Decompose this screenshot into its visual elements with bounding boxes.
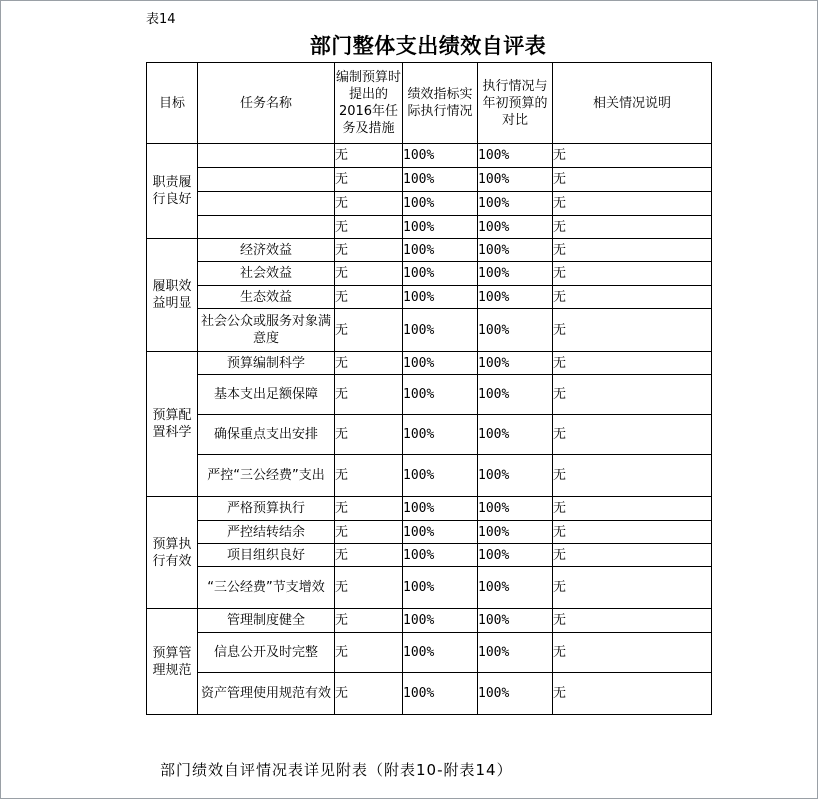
- header-compare: 执行情况与年初预算的对比: [478, 63, 553, 144]
- indicator-cell: 100%: [403, 309, 478, 352]
- task-cell: 严控“三公经费”支出: [198, 455, 335, 497]
- table-row: [147, 309, 712, 352]
- table-row: [147, 415, 712, 455]
- indicator-cell: 100%: [403, 168, 478, 192]
- goal-cell: 职责履行良好: [147, 144, 198, 239]
- compare-cell: 100%: [478, 262, 553, 286]
- indicator-cell: 100%: [403, 633, 478, 673]
- note-cell: 无: [553, 415, 712, 455]
- indicator-cell: 100%: [403, 216, 478, 239]
- table-row: [147, 216, 712, 239]
- compare-cell: 100%: [478, 286, 553, 309]
- note-cell: 无: [553, 567, 712, 609]
- indicator-cell: 100%: [403, 262, 478, 286]
- compare-cell: 100%: [478, 375, 553, 415]
- note-cell: 无: [553, 192, 712, 216]
- plan-cell: 无: [335, 375, 403, 415]
- plan-cell: 无: [335, 609, 403, 633]
- plan-cell: 无: [335, 567, 403, 609]
- goal-cell: 预算管理规范: [147, 609, 198, 715]
- indicator-cell: 100%: [403, 415, 478, 455]
- compare-cell: 100%: [478, 497, 553, 521]
- indicator-cell: 100%: [403, 609, 478, 633]
- note-cell: 无: [553, 239, 712, 262]
- table-row: [147, 673, 712, 715]
- task-cell: [198, 216, 335, 239]
- compare-cell: 100%: [478, 192, 553, 216]
- task-cell: 严格预算执行: [198, 497, 335, 521]
- plan-cell: 无: [335, 168, 403, 192]
- task-cell: 基本支出足额保障: [198, 375, 335, 415]
- plan-cell: 无: [335, 239, 403, 262]
- task-cell: [198, 168, 335, 192]
- table-row: [147, 633, 712, 673]
- indicator-cell: 100%: [403, 375, 478, 415]
- compare-cell: 100%: [478, 352, 553, 375]
- task-cell: 信息公开及时完整: [198, 633, 335, 673]
- plan-cell: 无: [335, 309, 403, 352]
- table-row: [147, 544, 712, 567]
- table-row: [147, 375, 712, 415]
- note-cell: 无: [553, 375, 712, 415]
- table-row: [147, 609, 712, 633]
- indicator-cell: 100%: [403, 192, 478, 216]
- goal-cell: 预算配置科学: [147, 352, 198, 497]
- indicator-cell: 100%: [403, 239, 478, 262]
- table-row: [147, 567, 712, 609]
- table-number-label: 表14: [146, 12, 176, 27]
- table-row: [147, 286, 712, 309]
- indicator-cell: 100%: [403, 352, 478, 375]
- goal-cell: 履职效益明显: [147, 239, 198, 352]
- note-cell: 无: [553, 168, 712, 192]
- compare-cell: 100%: [478, 455, 553, 497]
- task-cell: [198, 144, 335, 168]
- note-cell: 无: [553, 144, 712, 168]
- header-note: 相关情况说明: [553, 63, 712, 144]
- table-row: [147, 497, 712, 521]
- note-cell: 无: [553, 455, 712, 497]
- plan-cell: 无: [335, 262, 403, 286]
- task-cell: 项目组织良好: [198, 544, 335, 567]
- compare-cell: 100%: [478, 168, 553, 192]
- compare-cell: 100%: [478, 544, 553, 567]
- plan-cell: 无: [335, 286, 403, 309]
- task-cell: 预算编制科学: [198, 352, 335, 375]
- indicator-cell: 100%: [403, 567, 478, 609]
- note-cell: 无: [553, 286, 712, 309]
- task-cell: 资产管理使用规范有效: [198, 673, 335, 715]
- table-row: [147, 521, 712, 544]
- indicator-cell: 100%: [403, 497, 478, 521]
- performance-table: [146, 62, 712, 715]
- compare-cell: 100%: [478, 609, 553, 633]
- note-cell: 无: [553, 216, 712, 239]
- compare-cell: 100%: [478, 216, 553, 239]
- compare-cell: 100%: [478, 633, 553, 673]
- table-row: [147, 168, 712, 192]
- task-cell: 严控结转结余: [198, 521, 335, 544]
- page-title: 部门整体支出绩效自评表: [309, 34, 547, 58]
- plan-cell: 无: [335, 633, 403, 673]
- plan-cell: 无: [335, 673, 403, 715]
- indicator-cell: 100%: [403, 144, 478, 168]
- table-header-row: [147, 63, 712, 144]
- header-task: 任务名称: [198, 63, 335, 144]
- compare-cell: 100%: [478, 415, 553, 455]
- task-cell: 社会效益: [198, 262, 335, 286]
- compare-cell: 100%: [478, 309, 553, 352]
- plan-cell: 无: [335, 352, 403, 375]
- task-cell: 管理制度健全: [198, 609, 335, 633]
- plan-cell: 无: [335, 415, 403, 455]
- task-cell: 生态效益: [198, 286, 335, 309]
- footer-note: 部门绩效自评情况表详见附表（附表10-附表14）: [160, 761, 513, 779]
- note-cell: 无: [553, 352, 712, 375]
- plan-cell: 无: [335, 216, 403, 239]
- indicator-cell: 100%: [403, 544, 478, 567]
- plan-cell: 无: [335, 497, 403, 521]
- note-cell: 无: [553, 673, 712, 715]
- table-row: [147, 144, 712, 168]
- note-cell: 无: [553, 309, 712, 352]
- note-cell: 无: [553, 521, 712, 544]
- header-plan: 编制预算时提出的2016年任务及措施: [335, 63, 403, 144]
- compare-cell: 100%: [478, 673, 553, 715]
- indicator-cell: 100%: [403, 286, 478, 309]
- task-cell: 经济效益: [198, 239, 335, 262]
- header-goal: 目标: [147, 63, 198, 144]
- note-cell: 无: [553, 497, 712, 521]
- table-row: [147, 352, 712, 375]
- task-cell: “三公经费”节支增效: [198, 567, 335, 609]
- task-cell: [198, 192, 335, 216]
- plan-cell: 无: [335, 455, 403, 497]
- task-cell: 社会公众或服务对象满意度: [198, 309, 335, 352]
- compare-cell: 100%: [478, 521, 553, 544]
- note-cell: 无: [553, 262, 712, 286]
- indicator-cell: 100%: [403, 455, 478, 497]
- plan-cell: 无: [335, 521, 403, 544]
- table-row: [147, 239, 712, 262]
- indicator-cell: 100%: [403, 521, 478, 544]
- plan-cell: 无: [335, 192, 403, 216]
- table-row: [147, 455, 712, 497]
- header-indicator: 绩效指标实际执行情况: [403, 63, 478, 144]
- table-row: [147, 262, 712, 286]
- note-cell: 无: [553, 609, 712, 633]
- goal-cell: 预算执行有效: [147, 497, 198, 609]
- compare-cell: 100%: [478, 567, 553, 609]
- note-cell: 无: [553, 633, 712, 673]
- compare-cell: 100%: [478, 144, 553, 168]
- plan-cell: 无: [335, 144, 403, 168]
- plan-cell: 无: [335, 544, 403, 567]
- indicator-cell: 100%: [403, 673, 478, 715]
- compare-cell: 100%: [478, 239, 553, 262]
- task-cell: 确保重点支出安排: [198, 415, 335, 455]
- table-row: [147, 192, 712, 216]
- note-cell: 无: [553, 544, 712, 567]
